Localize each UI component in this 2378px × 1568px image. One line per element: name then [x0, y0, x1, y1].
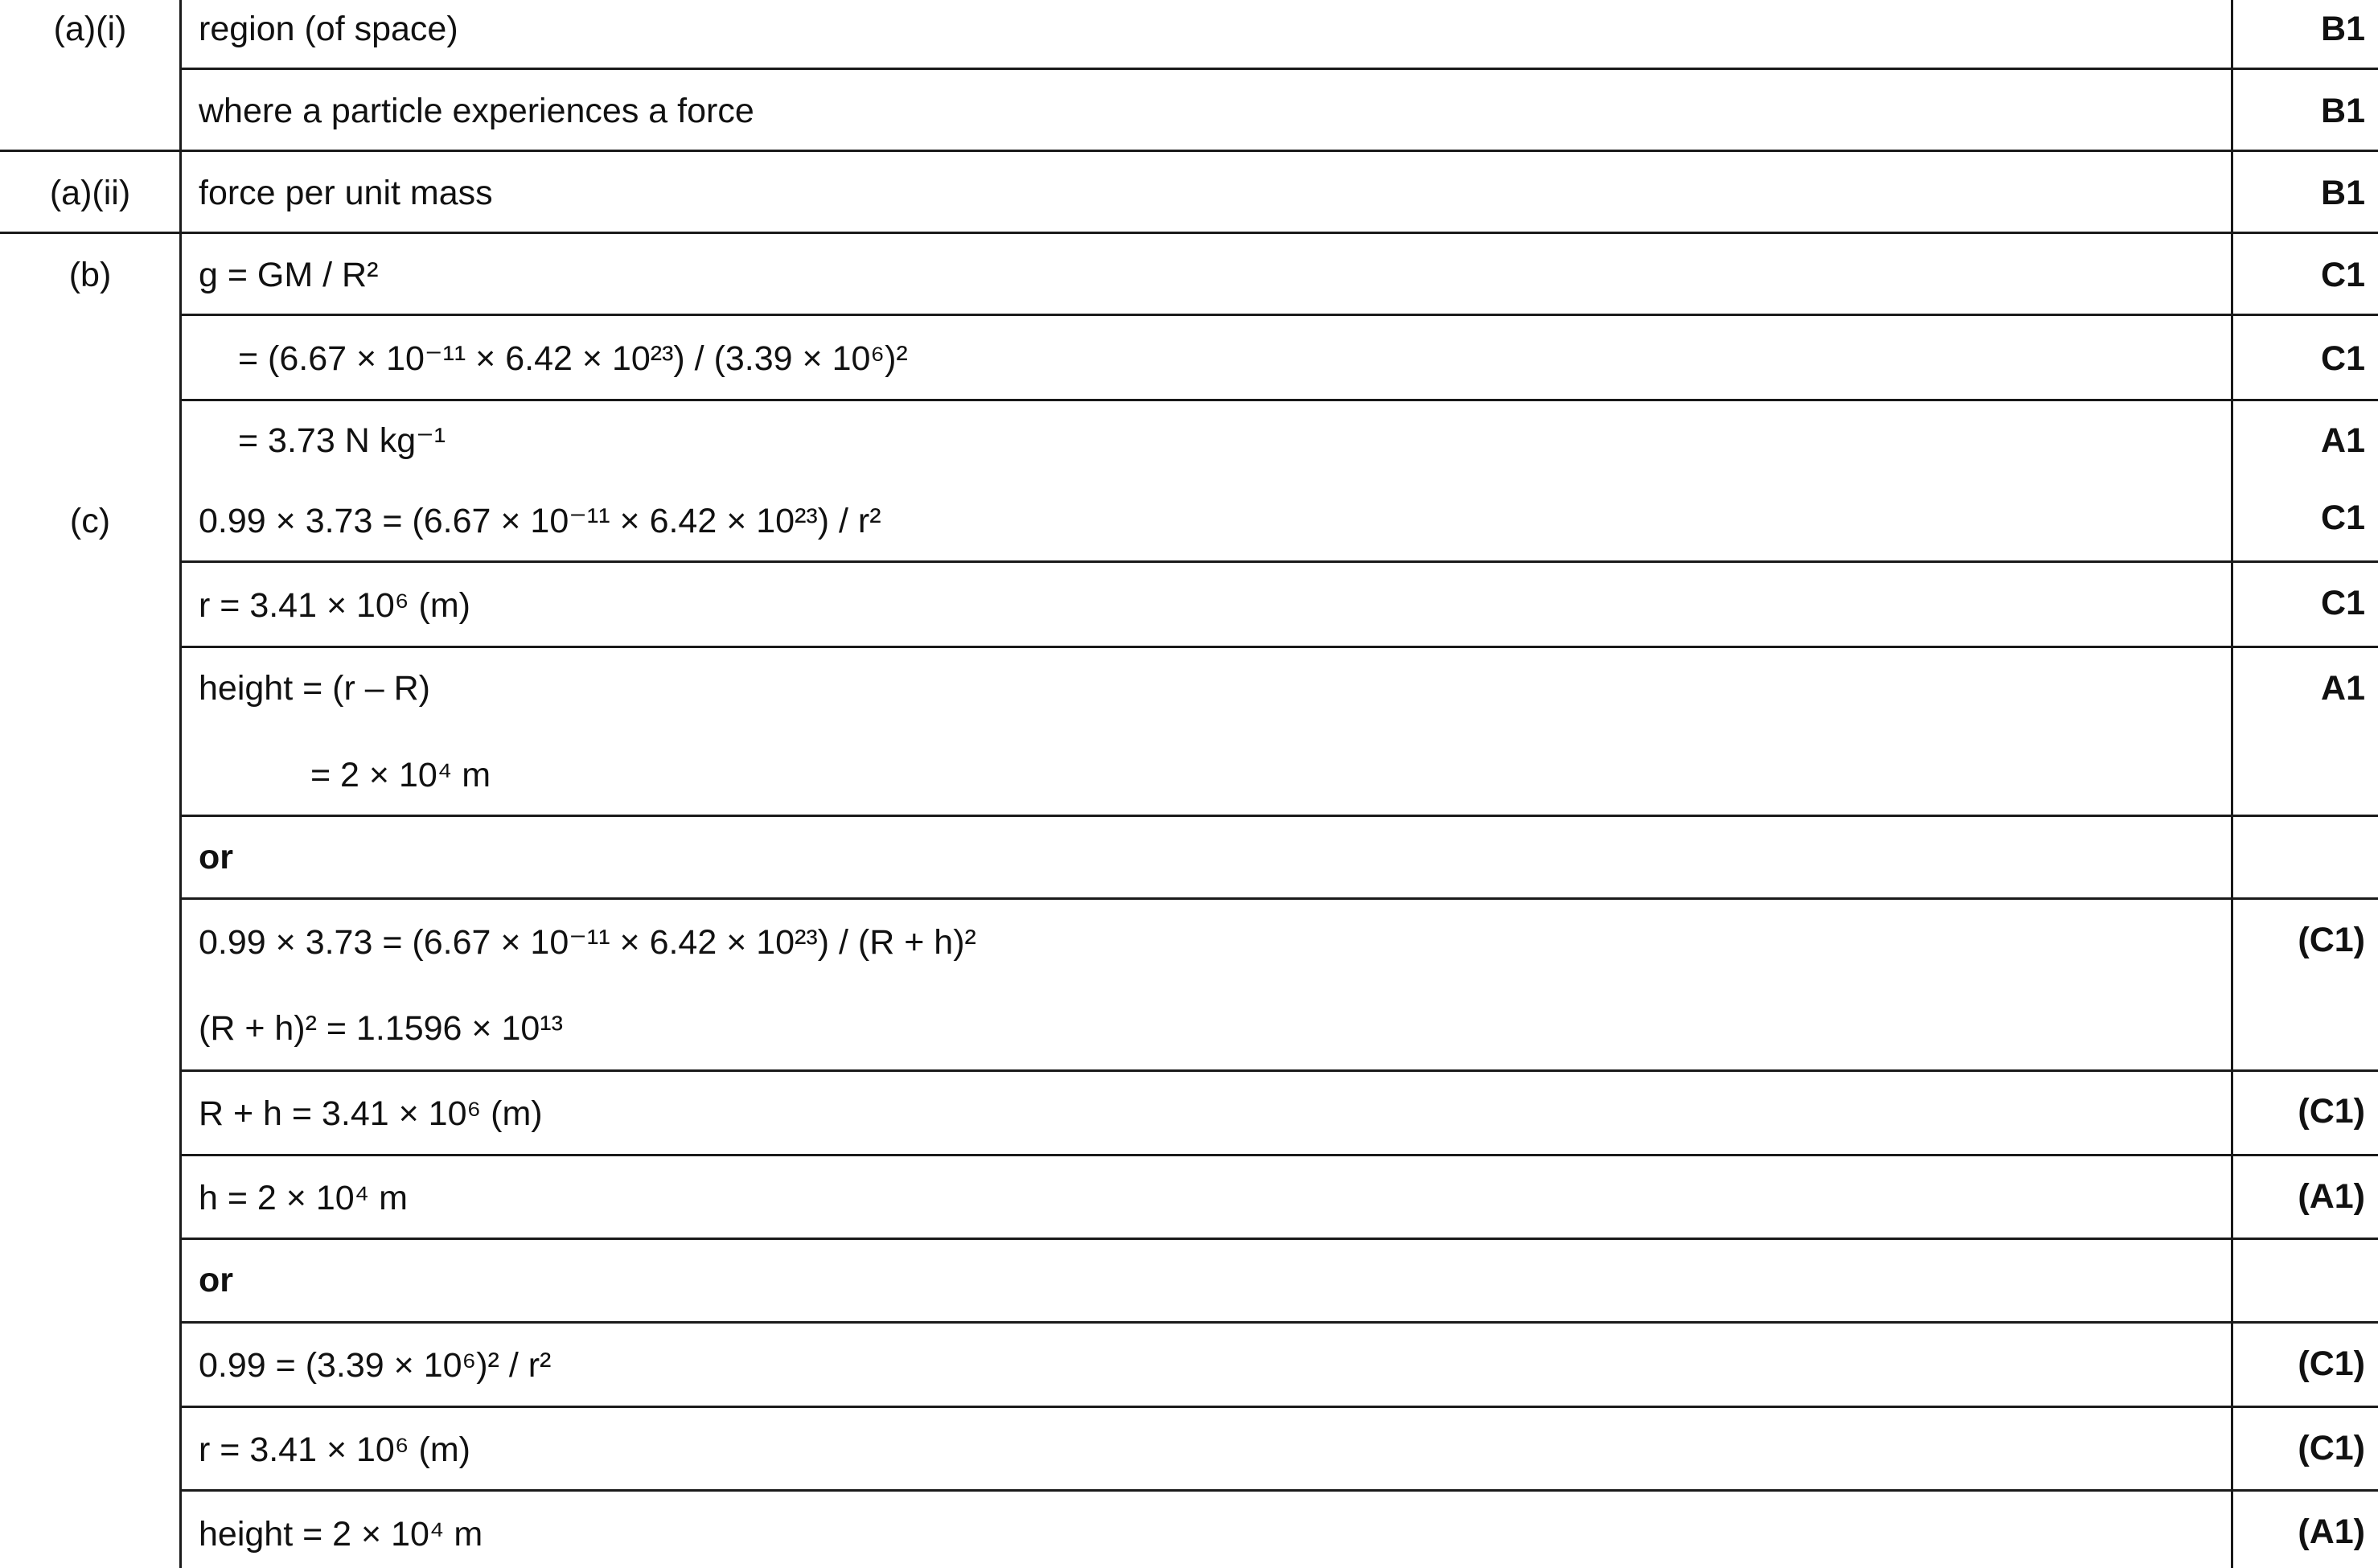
mark-code: A1: [2321, 669, 2365, 708]
row-divider: [179, 68, 2378, 70]
mark-code: C1: [2321, 499, 2365, 537]
row-divider: [179, 897, 2378, 900]
row-divider: [179, 1238, 2378, 1240]
mark-code: (C1): [2298, 1429, 2365, 1467]
mark-code: B1: [2321, 92, 2365, 130]
answer-text: h = 2 × 10⁴ m: [199, 1179, 408, 1217]
part-label: (a)(i): [53, 10, 127, 48]
part-label: (b): [68, 256, 112, 294]
part-label: (a)(ii): [49, 174, 131, 212]
answer-text: = 3.73 N kg⁻¹: [238, 421, 446, 460]
answer-text: 0.99 × 3.73 = (6.67 × 10⁻¹¹ × 6.42 × 10²³) / r²: [199, 502, 881, 540]
mark-code: B1: [2321, 174, 2365, 212]
row-divider: [179, 1069, 2378, 1072]
mark-code: B1: [2321, 10, 2365, 48]
answer-text: 0.99 × 3.73 = (6.67 × 10⁻¹¹ × 6.42 × 10²³) / (R + h)²: [199, 923, 976, 962]
column-divider-left: [179, 0, 182, 1568]
answer-text: (R + h)² = 1.1596 × 10¹³: [199, 1009, 563, 1048]
answer-text: height = 2 × 10⁴ m: [199, 1515, 483, 1554]
row-divider: [179, 1321, 2378, 1324]
part-label: (c): [69, 502, 111, 540]
answer-text: = 2 × 10⁴ m: [310, 756, 491, 794]
answer-text: = (6.67 × 10⁻¹¹ × 6.42 × 10²³) / (3.39 × 10⁶)²: [238, 339, 908, 378]
answer-text: g = GM / R²: [199, 256, 379, 294]
row-divider: [179, 560, 2378, 563]
alternative-or-label: or: [199, 838, 233, 876]
mark-code: C1: [2321, 256, 2365, 294]
row-divider: [179, 1406, 2378, 1408]
mark-code: (C1): [2298, 921, 2365, 959]
answer-text: r = 3.41 × 10⁶ (m): [199, 1430, 470, 1469]
answer-text: region (of space): [199, 10, 458, 48]
mark-code: C1: [2321, 339, 2365, 378]
answer-text: where a particle experiences a force: [199, 92, 754, 130]
mark-code: (C1): [2298, 1092, 2365, 1131]
answer-text: R + h = 3.41 × 10⁶ (m): [199, 1094, 543, 1133]
row-divider: [179, 1489, 2378, 1492]
mark-code: (A1): [2298, 1177, 2365, 1216]
mark-code: A1: [2321, 421, 2365, 460]
row-divider: [179, 1154, 2378, 1156]
alternative-or-label: or: [199, 1261, 233, 1299]
row-divider: [179, 815, 2378, 817]
row-divider: [0, 232, 2378, 234]
answer-text: r = 3.41 × 10⁶ (m): [199, 586, 470, 625]
mark-code: (C1): [2298, 1344, 2365, 1383]
column-divider-right: [2231, 0, 2233, 1568]
mark-code: (A1): [2298, 1513, 2365, 1551]
row-divider: [179, 646, 2378, 648]
answer-text: 0.99 = (3.39 × 10⁶)² / r²: [199, 1346, 552, 1385]
row-divider: [179, 314, 2378, 316]
answer-text: force per unit mass: [199, 174, 493, 212]
mark-code: C1: [2321, 584, 2365, 622]
row-divider: [0, 150, 2378, 152]
row-divider: [179, 399, 2378, 401]
answer-text: height = (r – R): [199, 669, 430, 708]
